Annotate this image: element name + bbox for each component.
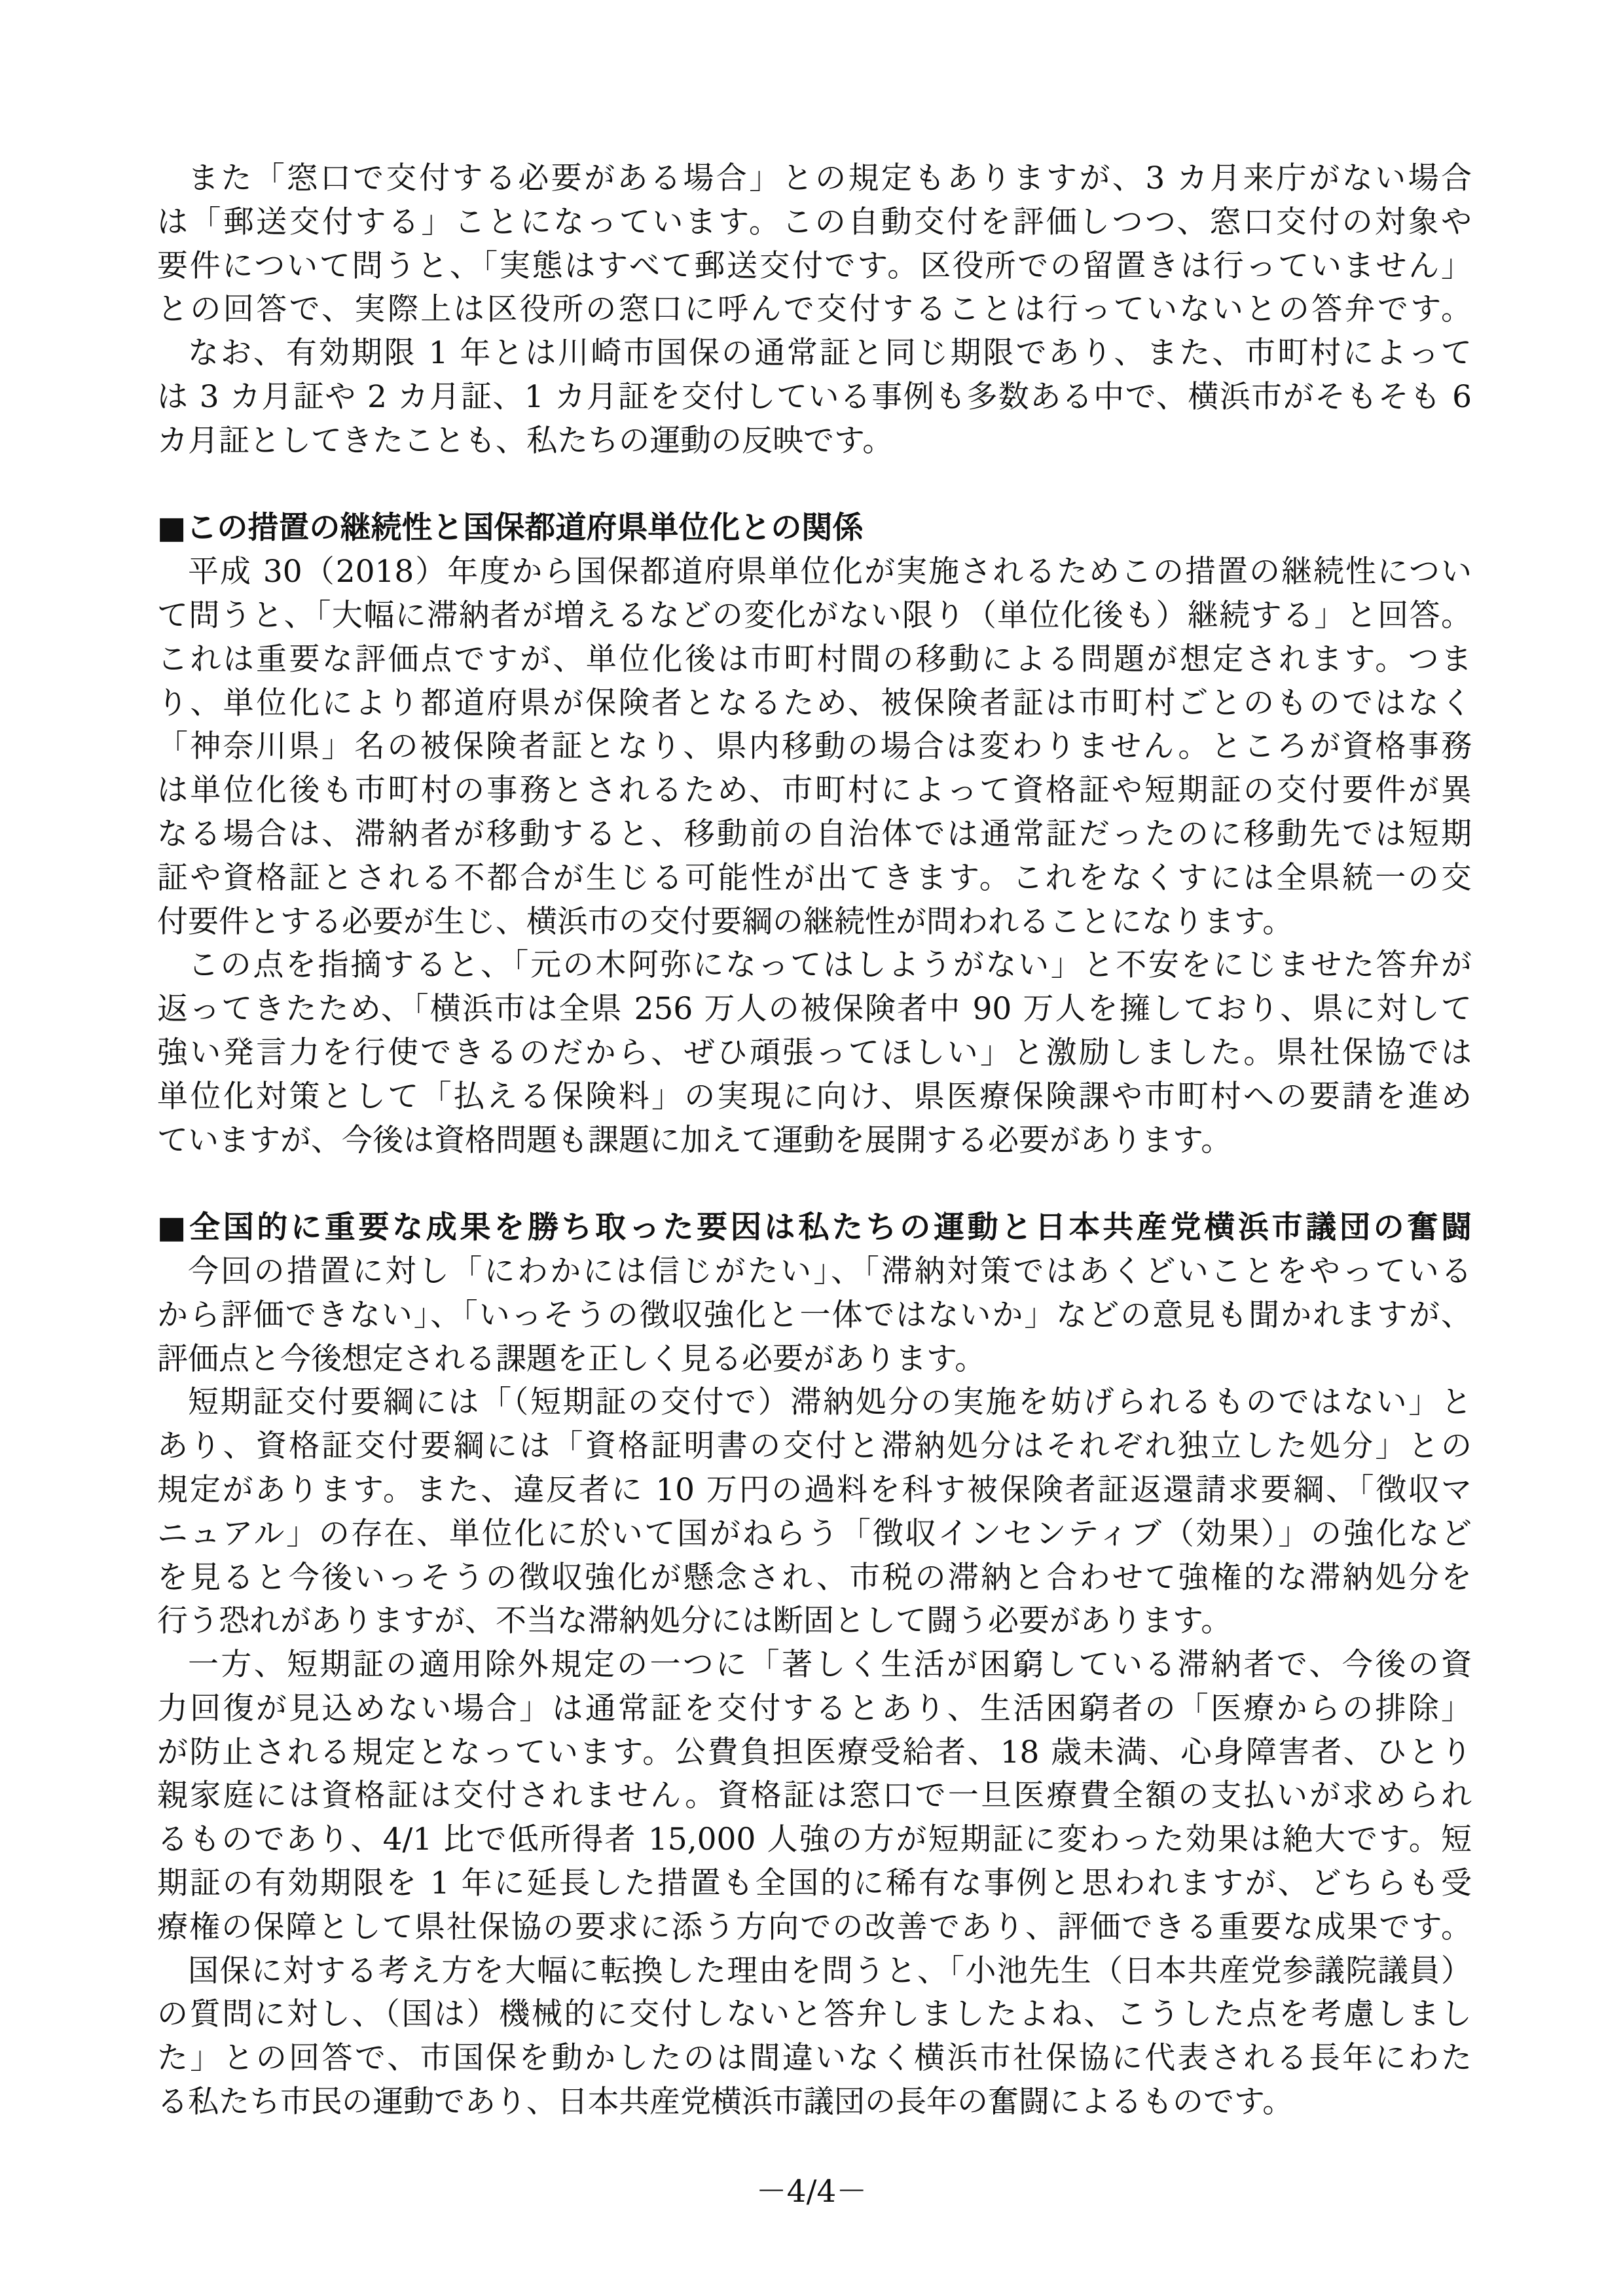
text-line: 親家庭には資格証は交付されません。資格証は窓口で一旦医療費全額の支払いが求められ [157, 1778, 1472, 1814]
text-line: ニュアル」の存在、単位化に於いて国がねらう「徴収インセンティブ（効果）」の強化など [157, 1515, 1472, 1552]
text-line: 国保に対する考え方を大幅に転換した理由を問うと、「小池先生（日本共産党参議院議員） [188, 1952, 1472, 1989]
text-line: から評価できない」、「いっそうの徴収強化と一体ではないか」などの意見も聞かれますが、 [157, 1297, 1472, 1333]
text-line: 返ってきたため、「横浜市は全県 256 万人の被保険者中 90 万人を擁しており、県に対して [157, 991, 1472, 1028]
paragraph [157, 332, 1472, 463]
text-line: 単位化対策として「払える保険料」の実現に向け、県医療保険課や市町村への要請を進め [157, 1078, 1472, 1115]
text-line: 付要件とする必要が生じ、横浜市の交付要綱の継続性が問われることになります。 [157, 903, 1294, 940]
page-number: －4/4－ [756, 2174, 867, 2210]
text-line: これは重要な評価点ですが、単位化後は市町村間の移動による問題が想定されます。つま [157, 641, 1472, 677]
text-line: 療権の保障として県社保協の要求に添う方向での改善であり、評価できる重要な成果です。 [157, 1909, 1472, 1945]
section [157, 1206, 1472, 2125]
text-line: て問うと、「大幅に滞納者が増えるなどの変化がない限り（単位化後も）継続する」と回答。 [157, 597, 1472, 634]
text-line: 「神奈川県」名の被保険者証となり、県内移動の場合は変わりません。ところが資格事務 [157, 728, 1472, 765]
text-line: 一方、短期証の適用除外規定の一つに「著しく生活が困窮している滞納者で、今後の資 [188, 1647, 1472, 1683]
paragraph [157, 944, 1472, 1162]
text-line: カ月証としてきたことも、私たちの運動の反映です。 [157, 422, 894, 459]
text-line: なる場合は、滞納者が移動すると、移動前の自治体では通常証だったのに移動先では短期 [157, 816, 1472, 852]
text-line: 要件について問うと、「実態はすべて郵送交付です。区役所での留置きは行っていません」 [157, 247, 1472, 284]
text-line: 証や資格証とされる不都合が生じる可能性が出てきます。これをなくすには全県統一の交 [157, 859, 1472, 896]
text-line: る私たち市民の運動であり、日本共産党横浜市議団の長年の奮闘によるものです。 [157, 2084, 1294, 2121]
text-line: を見ると今後いっそうの徴収強化が懸念され、市税の滞納と合わせて強権的な滞納処分を [157, 1559, 1472, 1596]
text-line: なお、有効期限 1 年とは川崎市国保の通常証と同じ期限であり、また、市町村によって [188, 335, 1472, 372]
paragraph [157, 550, 1472, 944]
text-line: 行う恐れがありますが、不当な滞納処分には断固として闘う必要があります。 [157, 1603, 1232, 1640]
section-heading: ■この措置の継続性と国保都道府県単位化との関係 [157, 510, 864, 547]
paragraph [157, 157, 1472, 332]
text-line: の質問に対し、（国は）機械的に交付しないと答弁しましたよね、こうした点を考慮しまし [157, 1996, 1472, 2033]
text-line: た」との回答で、市国保を動かしたのは間違いなく横浜市社保協に代表される長年にわた [157, 2040, 1472, 2077]
text-line: 強い発言力を行使できるのだから、ぜひ頑張ってほしい」と激励しました。県社保協では [157, 1034, 1472, 1071]
paragraph [157, 1643, 1472, 1950]
text-line: るものであり、4/1 比で低所得者 15,000 人強の方が短期証に変わった効果は絶大です。短 [157, 1821, 1472, 1858]
text-line: が防止される規定となっています。公費負担医療受給者、18 歳未満、心身障害者、ひとり [157, 1734, 1472, 1770]
text-line: との回答で、実際上は区役所の窓口に呼んで交付することは行っていないとの答弁です。 [157, 291, 1472, 328]
text-line: は単位化後も市町村の事務とされるため、市町村によって資格証や短期証の交付要件が異 [157, 772, 1472, 809]
paragraph [157, 1250, 1472, 1381]
text-line: また「窓口で交付する必要がある場合」との規定もありますが、3 カ月来庁がない場合 [188, 160, 1472, 196]
intro-section [157, 157, 1472, 463]
text-line: この点を指摘すると、「元の木阿弥になってはしようがない」と不安をにじませた答弁が [188, 947, 1472, 984]
paragraph [157, 1950, 1472, 2125]
section-heading: ■全国的に重要な成果を勝ち取った要因は私たちの運動と日本共産党横浜市議団の奮闘 [157, 1210, 1472, 1246]
text-line: 規定があります。また、違反者に 10 万円の過料を科す被保険者証返還請求要綱、「徴収マ [157, 1471, 1472, 1508]
text-line: 評価点と今後想定される課題を正しく見る必要があります。 [157, 1340, 986, 1377]
text-line: 短期証交付要綱には「（短期証の交付で）滞納処分の実施を妨げられるものではない」と [188, 1384, 1472, 1421]
text-line: 期証の有効期限を 1 年に延長した措置も全国的に稀有な事例と思われますが、どちらも受 [157, 1865, 1472, 1902]
text-line: 平成 30（2018）年度から国保都道府県単位化が実施されるためこの措置の継続性につい [188, 554, 1472, 590]
text-line: は「郵送交付する」ことになっています。この自動交付を評価しつつ、窓口交付の対象や [157, 204, 1472, 240]
section [157, 507, 1472, 1162]
document-body [157, 157, 1472, 2125]
text-line: り、単位化により都道府県が保険者となるため、被保険者証は市町村ごとのものではなく [157, 685, 1472, 721]
text-line: は 3 カ月証や 2 カ月証、1 カ月証を交付している事例も多数ある中で、横浜市がそもそも 6 [157, 378, 1472, 415]
text-line: ていますが、今後は資格問題も課題に加えて運動を展開する必要があります。 [157, 1122, 1232, 1158]
paragraph [157, 1381, 1472, 1643]
text-line: 力回復が見込めない場合」は通常証を交付するとあり、生活困窮者の「医療からの排除」 [157, 1690, 1472, 1727]
text-line: 今回の措置に対し「にわかには信じがたい」、「滞納対策ではあくどいことをやっている [188, 1253, 1472, 1289]
text-line: あり、資格証交付要綱には「資格証明書の交付と滞納処分はそれぞれ独立した処分」との [157, 1428, 1472, 1465]
